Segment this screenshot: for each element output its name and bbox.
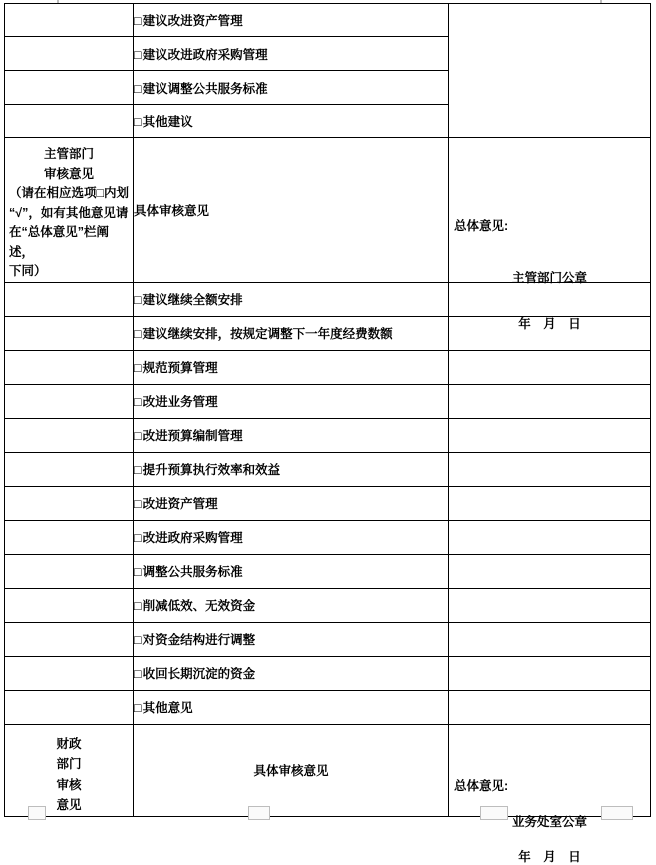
empty-cell (5, 418, 134, 452)
empty-cell (5, 520, 134, 554)
empty-cell (5, 690, 134, 724)
supervisor-overall-opinion-cell[interactable] (449, 138, 651, 331)
checkbox-row (5, 656, 651, 690)
empty-cell (5, 656, 134, 690)
option-cell (134, 486, 449, 520)
option-cell (134, 384, 449, 418)
checkbox-icon[interactable]: □ (134, 633, 142, 647)
checkbox-row (5, 384, 651, 418)
option-label: 提升预算执行效率和效益 (142, 463, 281, 477)
empty-cell (5, 105, 134, 138)
checkbox-icon[interactable]: □ (134, 497, 142, 511)
checkbox-row (5, 622, 651, 656)
checkbox-icon[interactable]: □ (134, 14, 142, 28)
option-label: 其他建议 (142, 115, 193, 129)
empty-cell (5, 486, 134, 520)
option-label: 其他意见 (142, 701, 193, 715)
checkbox-row (5, 350, 651, 384)
option-label: 建议改进资产管理 (142, 14, 243, 28)
empty-cell (5, 622, 134, 656)
checkbox-row (5, 588, 651, 622)
option-label: 建议改进政府采购管理 (142, 47, 268, 62)
checkbox-row (5, 554, 651, 588)
empty-cell (449, 418, 651, 452)
empty-cell (5, 588, 134, 622)
supervisor-section-row (5, 138, 651, 283)
option-cell (134, 350, 449, 384)
option-label: 对资金结构进行调整 (142, 633, 256, 647)
option-label: 改进资产管理 (142, 497, 218, 511)
finance-section-row (5, 724, 651, 816)
option-cell (134, 622, 449, 656)
checkbox-icon[interactable]: □ (134, 47, 142, 62)
checkbox-icon[interactable]: □ (134, 531, 142, 545)
option-label: 建议调整公共服务标准 (142, 81, 268, 96)
section-title-line: 审核意见 (43, 166, 94, 181)
option-cell (134, 316, 449, 350)
page-artifact (28, 806, 46, 820)
empty-cell (449, 622, 651, 656)
detail-opinion-label: 具体审核意见 (134, 203, 210, 218)
empty-cell (5, 384, 134, 418)
section-title-line: 财政 (56, 736, 82, 751)
option-label: 调整公共服务标准 (142, 565, 243, 579)
section-title-line: 主管部门 (43, 147, 94, 161)
option-label: 改进业务管理 (142, 395, 218, 409)
instruction-note-line: （请在相应选项□内划 (9, 186, 130, 200)
empty-merged-cell (449, 4, 651, 138)
option-label: 改进政府采购管理 (142, 531, 243, 545)
finance-detail-opinion-cell[interactable] (134, 724, 449, 816)
page-artifact (248, 806, 270, 820)
empty-cell (5, 350, 134, 384)
empty-cell (449, 554, 651, 588)
empty-cell (5, 316, 134, 350)
empty-cell (5, 554, 134, 588)
option-cell (134, 4, 449, 37)
option-cell (134, 690, 449, 724)
checkbox-row (5, 4, 651, 37)
empty-cell (5, 37, 134, 71)
supervisor-header-cell (5, 138, 134, 283)
option-label: 建议继续安排，按规定调整下一年度经费数额 (142, 327, 393, 341)
option-label: 建议继续全额安排 (142, 293, 243, 307)
date-line: 年 月 日 (518, 316, 581, 331)
checkbox-row (5, 520, 651, 554)
option-cell (134, 418, 449, 452)
empty-cell (449, 520, 651, 554)
checkbox-icon[interactable]: □ (134, 361, 142, 375)
empty-cell (5, 452, 134, 486)
checkbox-icon[interactable]: □ (134, 429, 142, 443)
option-cell (134, 282, 449, 316)
page-artifact (601, 806, 633, 820)
empty-cell (5, 71, 134, 105)
supervisor-detail-opinion-cell[interactable] (134, 138, 449, 283)
finance-overall-opinion-cell[interactable] (449, 724, 651, 864)
option-cell (134, 554, 449, 588)
checkbox-icon[interactable]: □ (134, 115, 142, 129)
date-line: 年 月 日 (518, 850, 581, 864)
option-cell (134, 105, 449, 138)
section-title-line: 意见 (56, 798, 82, 812)
empty-cell (5, 282, 134, 316)
section-title-line: 审核 (56, 777, 82, 792)
checkbox-icon[interactable]: □ (134, 701, 142, 715)
empty-cell (449, 690, 651, 724)
seal-label: 业务处室公章 (511, 815, 587, 829)
option-label: 收回长期沉淀的资金 (142, 667, 256, 681)
finance-header-cell (5, 724, 134, 816)
checkbox-icon[interactable]: □ (134, 395, 142, 409)
checkbox-icon[interactable]: □ (134, 81, 142, 96)
empty-cell (449, 452, 651, 486)
empty-cell (449, 588, 651, 622)
option-cell (134, 520, 449, 554)
checkbox-row (5, 418, 651, 452)
empty-cell (449, 350, 651, 384)
option-label: 规范预算管理 (142, 361, 218, 375)
checkbox-row (5, 452, 651, 486)
empty-cell (5, 4, 134, 37)
section-title-line: 部门 (56, 757, 82, 771)
option-cell (134, 588, 449, 622)
empty-cell (449, 384, 651, 418)
seal-label: 主管部门公章 (511, 270, 587, 285)
overall-opinion-label: 总体意见: (454, 779, 509, 793)
instruction-note-line: 在“总体意见”栏阐述， (9, 225, 110, 259)
empty-cell (449, 282, 651, 316)
page-artifact (480, 806, 508, 820)
checkbox-icon[interactable]: □ (134, 327, 142, 341)
option-cell (134, 37, 449, 71)
instruction-note-line: “√”，如有其他意见请 (9, 205, 129, 220)
option-cell (134, 452, 449, 486)
checkbox-icon[interactable]: □ (134, 599, 142, 613)
instruction-note-line: 下同） (9, 264, 47, 278)
option-cell (134, 656, 449, 690)
empty-cell (449, 656, 651, 690)
checkbox-row (5, 282, 651, 316)
checkbox-icon[interactable]: □ (134, 667, 142, 681)
checkbox-row (5, 690, 651, 724)
checkbox-icon[interactable]: □ (134, 293, 142, 307)
checkbox-icon[interactable]: □ (134, 565, 142, 579)
detail-opinion-label: 具体审核意见 (253, 764, 329, 778)
empty-cell (449, 486, 651, 520)
review-form-table (4, 3, 651, 864)
option-label: 削减低效、无效资金 (142, 599, 256, 613)
checkbox-icon[interactable]: □ (134, 463, 142, 477)
option-label: 改进预算编制管理 (142, 429, 243, 443)
checkbox-row (5, 486, 651, 520)
overall-opinion-label: 总体意见: (454, 218, 509, 233)
option-cell (134, 71, 449, 105)
